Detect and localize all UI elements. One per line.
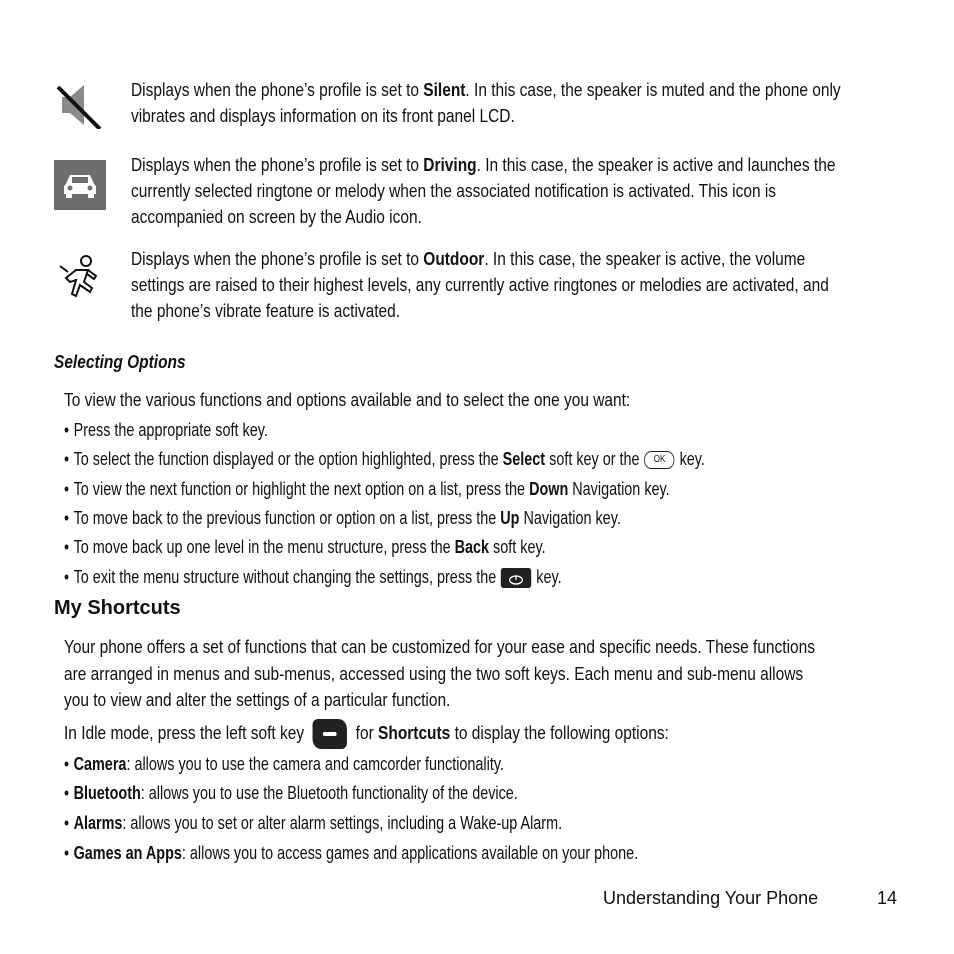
page-number: 14 — [877, 888, 898, 908]
idle-mode-instruction: In Idle mode, press the left soft key for Shortcuts to display the following options: — [64, 719, 767, 746]
list-item: • To select the function displayed or the option highlighted, press the Select soft key or the OK key. — [64, 449, 705, 469]
section-heading-my-shortcuts: My Shortcuts — [54, 597, 181, 619]
selecting-intro: To view the various functions and options available and to select the one you want: — [64, 390, 631, 410]
list-item: • To exit the menu structure without changing the settings, press the key. — [64, 567, 562, 587]
footer-section-title: Understanding Your Phone — [603, 888, 819, 908]
speaker-muted-icon — [54, 77, 106, 129]
list-item: • To view the next function or highlight the next option on a list, press the Down Navigation key. — [64, 479, 670, 499]
list-item: • Press the appropriate soft key. — [64, 420, 268, 440]
list-item: • To move back to the previous function or option on a list, press the Up Navigation key. — [64, 508, 621, 528]
car-icon — [54, 160, 106, 212]
section-heading-selecting-options: Selecting Options — [54, 352, 186, 372]
list-item: • Alarms: allows you to set or alter alarm settings, including a Wake-up Alarm. — [64, 813, 563, 833]
list-item: • Bluetooth: allows you to use the Bluetooth functionality of the device. — [64, 783, 518, 803]
list-item: • Camera: allows you to use the camera and camcorder functionality. — [64, 754, 504, 774]
list-item: • To move back up one level in the menu structure, press the Back soft key. — [64, 537, 546, 557]
running-person-icon — [54, 252, 106, 304]
left-soft-key-icon — [313, 719, 347, 749]
list-item: • Games an Apps: allows you to access games and applications available on your phone. — [64, 843, 639, 863]
ok-key-icon: OK — [644, 451, 674, 469]
end-key-icon — [501, 568, 531, 588]
shortcuts-intro: Your phone offers a set of functions that can be customized for your ease and specific needs. These functions are arranged in menus and sub-menus, accessed using the two soft keys. Each menu and sub-menu allows you to view and alter the settings of a particular function. — [64, 637, 815, 710]
